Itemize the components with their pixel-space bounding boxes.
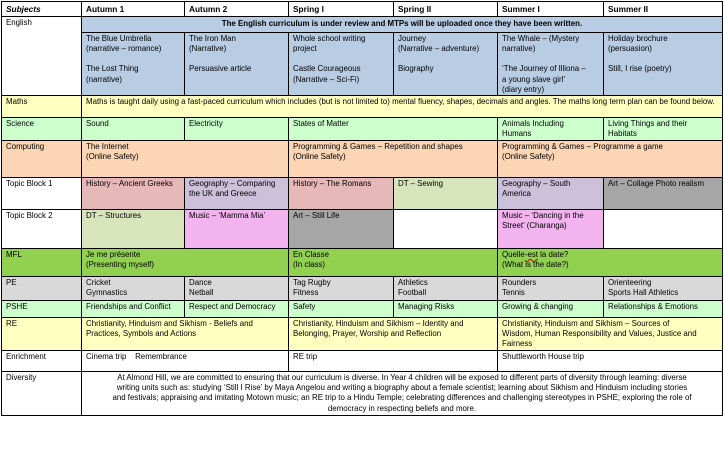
cell-line: (Narrative) [189, 44, 227, 54]
enrichment-spring: RE trip [289, 351, 498, 372]
cell-line: Fairness [502, 339, 533, 349]
english-banner: The English curriculum is under review and MTPs will be uploaded once they have been written. [82, 17, 723, 33]
cell-line: narrative) [502, 44, 536, 54]
cell-line: Music – ‘Dancing in the [502, 211, 584, 221]
english-autumn-2 [185, 33, 289, 96]
subject-topic-1: Topic Block 1 [2, 178, 82, 210]
cell-line: ‘The Journey of Illiona – [502, 64, 586, 74]
cell-line: Tag Rugby [293, 278, 331, 288]
cell-line: Wisdom, Human Responsibility and Values, Justice and [502, 329, 697, 339]
maths-text: Maths is taught daily using a fast-paced curriculum which includes (but is not limited to) mental fluency, shapes, decimals and angles. The maths long term plan can be found below. [82, 96, 723, 118]
pe-autumn-1 [82, 277, 185, 301]
diversity-text [82, 372, 723, 416]
english-summer-2 [604, 33, 723, 96]
pshe-summer-2: Relationships & Emotions [604, 301, 723, 318]
header-autumn-1: Autumn 1 [82, 2, 185, 17]
cell-line: En Classe [293, 250, 329, 260]
re-spring [289, 318, 498, 351]
mfl-spring [289, 249, 498, 277]
cell-line: (Online Safety) [293, 152, 346, 162]
cell-line: The Whale – (Mystery [502, 34, 580, 43]
english-spring-1 [289, 33, 394, 96]
mfl-summer [498, 249, 723, 277]
cell-line: Humans [502, 129, 532, 139]
row-diversity [2, 372, 723, 416]
cell-line: democracy in respecting beliefs and more. [327, 403, 477, 413]
cell-line: Biography [398, 64, 434, 74]
computing-autumn [82, 141, 289, 178]
cell-line: Habitats [608, 129, 637, 139]
topic2-autumn-2: Music – ‘Mamma Mia’ [185, 210, 289, 249]
topic2-autumn-1: DT – Structures [82, 210, 185, 249]
pe-summer-1 [498, 277, 604, 301]
row-topic-1 [2, 178, 723, 210]
cell-line: Holiday brochure [608, 34, 668, 43]
pe-spring-1 [289, 277, 394, 301]
cell-line: (Presenting myself) [86, 260, 154, 270]
cell-line: Programming & Games – Programme a game [502, 142, 663, 152]
cell-line: At Almond Hill, we are committed to ensuring that our curriculum is diverse. In Year 4 children will be exposed to different parts of diversity through learning: diverse [117, 373, 687, 383]
cell-line: Still, I rise (poetry) [608, 64, 672, 74]
cell-line: and festivals; appraising and imitating Motown music; an RE trip to a Hindu Temple; celebrating differences and challenging stereotypes in PSHE; exploring the role of [112, 393, 692, 403]
header-spring-2: Spring II [394, 2, 498, 17]
cell-line: Dance [189, 278, 212, 288]
science-spring: States of Matter [289, 118, 498, 141]
computing-spring [289, 141, 498, 178]
topic2-summer-2 [604, 210, 723, 249]
cell-line: Football [398, 288, 427, 298]
subject-re: RE [2, 318, 82, 351]
subject-enrichment: Enrichment [2, 351, 82, 372]
pshe-spring-2: Managing Risks [394, 301, 498, 318]
pe-summer-2 [604, 277, 723, 301]
topic1-summer-1 [498, 178, 604, 210]
science-autumn-1: Sound [82, 118, 185, 141]
cell-line: Belonging, Prayer, Worship and Reflection [293, 329, 442, 339]
subject-maths: Maths [2, 96, 82, 118]
cell-line: project [293, 44, 317, 54]
topic1-spring-1: History – The Romans [289, 178, 394, 210]
re-summer [498, 318, 723, 351]
row-pshe [2, 301, 723, 318]
pshe-autumn-2: Respect and Democracy [185, 301, 289, 318]
cell-line: Geography – Comparing [189, 179, 276, 189]
subject-science: Science [2, 118, 82, 141]
cell-line: Geography – South [502, 179, 571, 189]
english-spring-2 [394, 33, 498, 96]
cell-line: Animals Including [502, 119, 564, 129]
row-pe [2, 277, 723, 301]
science-autumn-2: Electricity [185, 118, 289, 141]
cell-line: Programming & Games – Repetition and shapes [293, 142, 463, 152]
re-autumn [82, 318, 289, 351]
topic2-summer-1 [498, 210, 604, 249]
cell-line: Je me présente [86, 250, 141, 260]
cell-line: (narrative – romance) [86, 44, 162, 54]
header-spring-1: Spring I [289, 2, 394, 17]
cell-line: Gymnastics [86, 288, 128, 298]
cell-line: (persuasion) [608, 44, 652, 54]
cell-line: (In class) [293, 260, 326, 270]
english-autumn-1 [82, 33, 185, 96]
header-row [2, 2, 723, 17]
cell-line [502, 250, 718, 260]
cell-line: Sports Hall Athletics [608, 288, 679, 298]
cell-line: Netball [189, 288, 214, 298]
cell-line: Cricket [86, 278, 111, 288]
row-english [2, 17, 723, 33]
row-science [2, 118, 723, 141]
mfl-text: Quelle [502, 250, 525, 260]
cell-line: Rounders [502, 278, 537, 288]
topic1-spring-2: DT – Sewing [394, 178, 498, 210]
enrichment-autumn: Cinema trip Remembrance [82, 351, 289, 372]
english-summer-1 [498, 33, 604, 96]
pe-autumn-2 [185, 277, 289, 301]
pshe-spring-1: Safety [289, 301, 394, 318]
cell-line: Journey [398, 34, 427, 43]
computing-summer [498, 141, 723, 178]
cell-line: (Online Safety) [502, 152, 555, 162]
cell-line: Orienteering [608, 278, 652, 288]
cell-line: (Narrative – Sci-Fi) [293, 74, 360, 84]
cell-line: Christianity, Hinduism and Sikhism – Sources of [502, 319, 670, 329]
row-mfl [2, 249, 723, 277]
cell-line: (Online Safety) [86, 152, 139, 162]
cell-line: Persuasive article [189, 64, 252, 74]
subject-mfl: MFL [2, 249, 82, 277]
pe-spring-2 [394, 277, 498, 301]
header-autumn-2: Autumn 2 [185, 2, 289, 17]
header-subjects: Subjects [2, 2, 82, 17]
cell-line: (narrative) [86, 74, 122, 84]
topic1-summer-2: Art – Collage Photo realism [604, 178, 723, 210]
header-summer-1: Summer I [498, 2, 604, 17]
cell-line: (What is the date?) [502, 260, 569, 270]
cell-line: Christianity, Hinduism and Sikhism – Identity and [293, 319, 464, 329]
cell-line: Living Things and their [608, 119, 688, 129]
topic2-spring-1: Art – Still Life [289, 210, 394, 249]
enrichment-summer: Shuttleworth House trip [498, 351, 723, 372]
row-english-units [2, 33, 723, 96]
cell-line: Whole school writing [293, 34, 366, 43]
cell-line: Athletics [398, 278, 428, 288]
row-re [2, 318, 723, 351]
subject-pe: PE [2, 277, 82, 301]
cell-line: The Internet [86, 142, 129, 152]
cell-line: Tennis [502, 288, 525, 298]
cell-line: Street’ (Charanga) [502, 221, 567, 231]
subject-pshe: PSHE [2, 301, 82, 318]
subject-topic-2: Topic Block 2 [2, 210, 82, 249]
cell-line: Fitness [293, 288, 319, 298]
row-enrichment [2, 351, 723, 372]
cell-line: Practices, Symbols and Actions [86, 329, 197, 339]
cell-line: The Lost Thing [86, 64, 139, 74]
cell-line: Christianity, Hinduism and Sikhism - Beliefs and [86, 319, 253, 329]
cell-line: The Iron Man [189, 34, 236, 43]
subject-english: English [2, 17, 82, 96]
topic1-autumn-2 [185, 178, 289, 210]
subject-diversity: Diversity [2, 372, 82, 416]
mfl-autumn [82, 249, 289, 277]
pshe-autumn-1: Friendships and Conflict [82, 301, 185, 318]
mfl-text: -est [524, 250, 538, 260]
row-maths [2, 96, 723, 118]
row-topic-2 [2, 210, 723, 249]
cell-line: (Narrative – adventure) [398, 44, 480, 54]
mfl-text: la date? [537, 250, 569, 260]
cell-line: America [502, 189, 531, 199]
topic1-autumn-1: History – Ancient Greeks [82, 178, 185, 210]
curriculum-table [1, 1, 723, 416]
science-summer-1 [498, 118, 604, 141]
science-summer-2 [604, 118, 723, 141]
cell-line: The Blue Umbrella [86, 34, 152, 43]
pshe-summer-1: Growing & changing [498, 301, 604, 318]
subject-computing: Computing [2, 141, 82, 178]
cell-line: a young slave girl’ [502, 74, 566, 84]
cell-line: writing units such as: studying ‘Still I Rise’ by Maya Angelou and writing a biography about a female scientist; learning about Sikhism and Hinduism including stories [116, 383, 688, 393]
row-computing [2, 141, 723, 178]
cell-line: the UK and Greece [189, 189, 257, 199]
topic2-spring-2 [394, 210, 498, 249]
cell-line: (diary entry) [502, 84, 545, 94]
header-summer-2: Summer II [604, 2, 723, 17]
cell-line: Castle Courageous [293, 64, 361, 74]
